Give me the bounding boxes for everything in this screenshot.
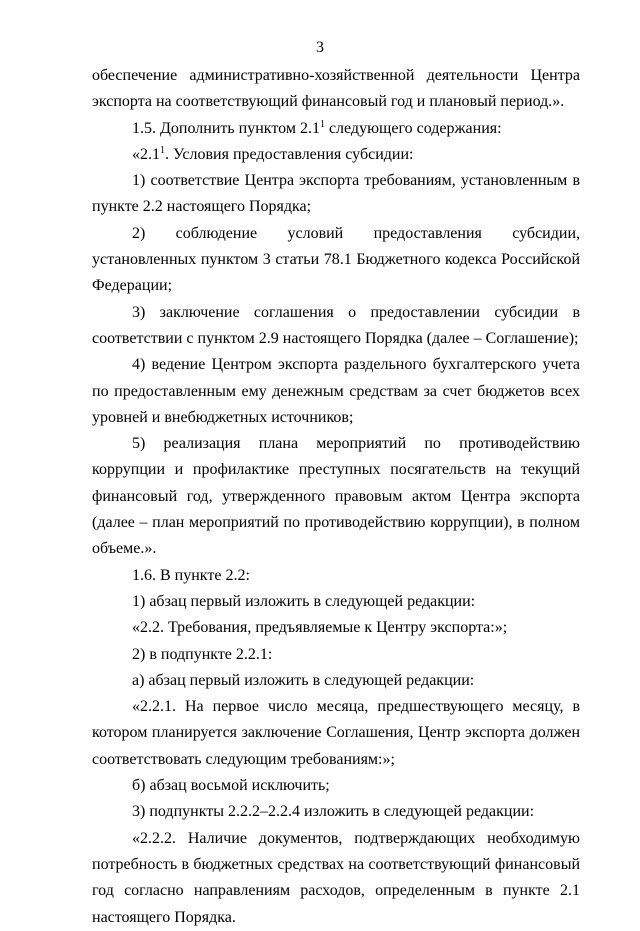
paragraph-abzac-1: 1) абзац первый изложить в следующей редакции: (132, 592, 476, 610)
document-body (92, 63, 580, 931)
paragraph-continuation: обеспечение административно-хозяйственной деятельности Центра экспорта на соответствующий финансовый год и плановый период.». (92, 67, 580, 111)
paragraph-2-2-quote: «2.2. Требования, предъявляемые к Центру экспорта:»; (132, 619, 508, 637)
paragraph-abzac-a: а) абзац первый изложить в следующей редакции: (132, 671, 475, 689)
paragraph-abzac-b: б) абзац восьмой исключить; (132, 777, 330, 795)
paragraph-1-6: 1.6. В пункте 2.2: (132, 566, 250, 584)
paragraph-2-2-2-quote: «2.2.2. Наличие документов, подтверждающих необходимую потребность в бюджетных средствах на соответствующий финансовый год согласно направлениям расходов, определенным в пункте 2.1 настоящего Порядка. (92, 829, 580, 926)
paragraph-podpunkty-2-2-2-2-2-4: 3) подпункты 2.2.2–2.2.4 изложить в следующей редакции: (132, 803, 535, 821)
page-number: 3 (316, 39, 324, 56)
paragraph-condition-5: 5) реализация плана мероприятий по противодействию коррупции и профилактике преступных посягательств на текущий финансовый год, утвержденного правовым актом Центра экспорта (далее – план мероприятий по противодействию коррупции), в полном объеме.». (92, 435, 580, 558)
paragraph-condition-2: 2) соблюдение условий предоставления субсидии, установленных пунктом 3 статьи 78.1 Бюджетного кодекса Российской Федерации; (92, 224, 580, 295)
paragraph-condition-4: 4) ведение Центром экспорта раздельного бухгалтерского учета по предоставленным ему денежным средствам за счет бюджетов всех уровней и внебюджетных источников; (92, 356, 580, 426)
paragraph-2-2-1-quote: «2.2.1. На первое число месяца, предшествующего месяцу, в котором планируется заключение Соглашения, Центр экспорта должен соответствовать следующим требованиям:»; (92, 698, 580, 768)
paragraph-2-1-1-heading: «$2.1^1$. Условия предоставления субсидии: (132, 144, 414, 163)
paragraph-condition-3: 3) заключение соглашения о предоставлении субсидии в соответствии с пунктом 2.9 настоящего Порядка (далее – Соглашение); (92, 303, 580, 347)
paragraph-1-5: 1.5. Дополнить пунктом $2.1^1$ следующего содержания: (132, 118, 502, 137)
paragraph-podpunkt-2-2-1: 2) в подпункте 2.2.1: (132, 645, 273, 663)
paragraph-condition-1: 1) соответствие Центра экспорта требованиям, установленным в пункте 2.2 настоящего Порядка; (92, 172, 580, 216)
